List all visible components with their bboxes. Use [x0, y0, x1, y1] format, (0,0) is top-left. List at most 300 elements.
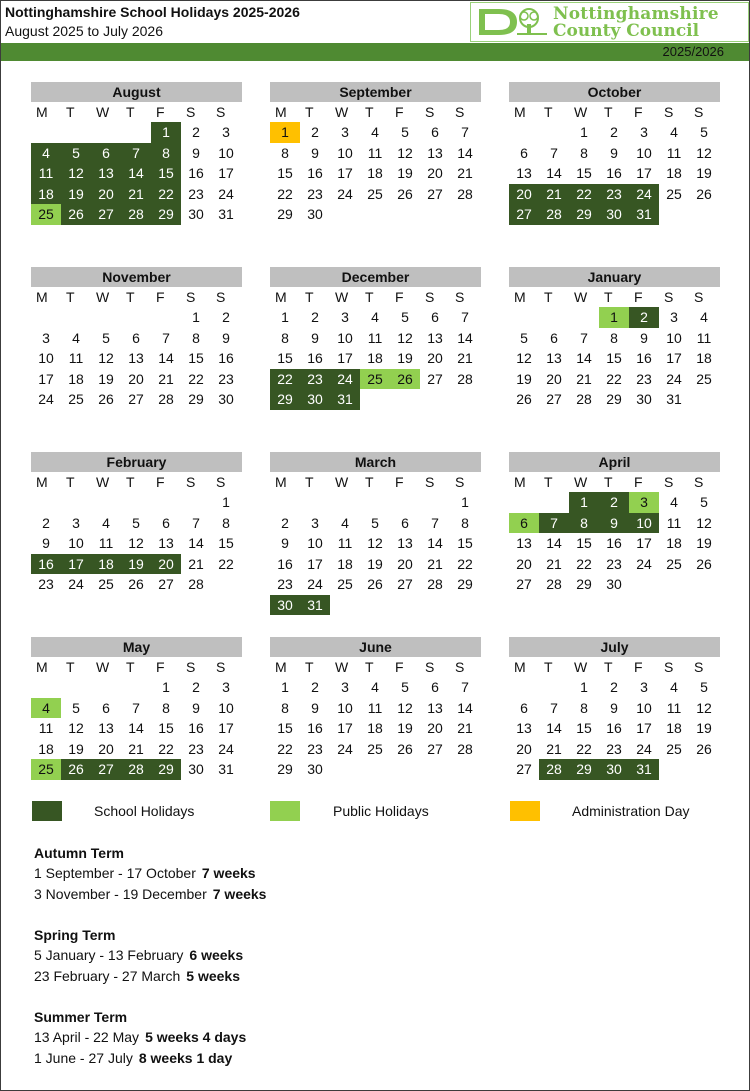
day-cell: 17: [218, 720, 234, 736]
month-name: November: [31, 267, 242, 287]
weekday-label: T: [544, 474, 553, 490]
day-cell: 5: [700, 124, 708, 140]
weekday-label: S: [455, 289, 465, 305]
day-cell: 20: [427, 350, 443, 366]
day-cell: 21: [457, 720, 473, 736]
weekday-label: S: [186, 659, 196, 675]
day-cell: 9: [311, 699, 319, 716]
day-cell: 28: [457, 185, 473, 202]
day-cell: 1: [151, 122, 181, 143]
day-cell: 27: [516, 576, 532, 592]
day-cell: 18: [367, 165, 383, 181]
day-cell: 16: [606, 165, 622, 181]
month-name: March: [270, 452, 481, 472]
weekday-label: T: [126, 104, 135, 120]
weekday-header: [31, 102, 242, 122]
day-cell: 30: [606, 576, 622, 592]
day-cell: 19: [696, 165, 712, 181]
day-cell: 15: [218, 535, 234, 551]
weekday-header: [509, 657, 720, 677]
day-cell: 26: [696, 555, 712, 572]
day-cell: 28: [158, 391, 174, 407]
day-cell: 4: [371, 309, 379, 325]
day-cell: 24: [68, 576, 84, 592]
day-cell: 14: [427, 535, 443, 551]
day-cell: 15: [606, 350, 622, 366]
day-cell: 28: [576, 391, 592, 407]
term-length: 5 weeks 4 days: [145, 1029, 247, 1045]
day-cell: 11: [98, 535, 114, 551]
day-cell: 16: [307, 720, 323, 736]
day-cell: 11: [696, 329, 712, 346]
weekday-label: T: [305, 104, 314, 120]
weekday-label: F: [156, 659, 165, 675]
day-cell: 20: [397, 555, 413, 572]
day-cell: 9: [311, 144, 319, 161]
day-cell: 26: [128, 576, 144, 592]
day-cell: 2: [311, 309, 319, 325]
day-cell: 2: [281, 514, 289, 531]
day-cell: 29: [576, 576, 592, 592]
day-cell: 6: [520, 699, 528, 716]
day-cell: 20: [516, 555, 532, 572]
day-cell: 13: [98, 720, 114, 736]
day-cell: 12: [397, 144, 413, 161]
day-cell: 30: [636, 391, 652, 407]
day-cell: 22: [277, 740, 293, 757]
weekday-label: T: [305, 474, 314, 490]
day-cell: 12: [696, 144, 712, 161]
day-cell: 2: [610, 679, 618, 695]
weekday-header: [509, 287, 720, 307]
day-cell: 25: [666, 555, 682, 572]
weekday-label: M: [36, 289, 48, 305]
day-cell: 11: [31, 163, 61, 184]
month-february: [31, 452, 242, 595]
day-cell: 5: [72, 699, 80, 716]
day-cell: 2: [629, 307, 659, 328]
day-cell: 13: [91, 163, 121, 184]
day-cell: 12: [516, 350, 532, 366]
day-cell: 6: [431, 309, 439, 325]
day-cell: 8: [192, 329, 200, 346]
day-cell: 8: [281, 329, 289, 346]
weekday-label: F: [395, 474, 404, 490]
day-cell: 25: [98, 576, 114, 592]
weekday-label: S: [186, 474, 196, 490]
day-cell: 3: [341, 679, 349, 695]
day-cell: 2: [610, 124, 618, 140]
day-cell: 7: [132, 699, 140, 716]
day-cell: 13: [546, 350, 562, 366]
legend-school-label: School Holidays: [94, 803, 195, 819]
weekday-label: T: [604, 474, 613, 490]
day-cell: 30: [218, 391, 234, 407]
weekday-header: [270, 287, 481, 307]
day-cell: 24: [38, 391, 54, 407]
day-cell: 2: [192, 124, 200, 140]
weekday-label: F: [395, 104, 404, 120]
day-cell: 10: [218, 144, 234, 161]
day-cell: 3: [670, 309, 678, 325]
weekday-header: [31, 657, 242, 677]
weekday-label: T: [66, 289, 75, 305]
day-cell: 22: [606, 370, 622, 387]
day-cell: 23: [38, 576, 54, 592]
day-cell: 19: [696, 535, 712, 551]
weekday-label: W: [574, 659, 588, 675]
day-grid: [31, 677, 242, 780]
weekday-label: S: [455, 474, 465, 490]
day-cell: 4: [72, 329, 80, 346]
day-cell: 31: [629, 204, 659, 225]
day-cell: 10: [337, 144, 353, 161]
logo-text-line1: Nottinghamshire: [553, 4, 719, 24]
month-name: February: [31, 452, 242, 472]
day-cell: 6: [520, 144, 528, 161]
academic-year: 2025/2026: [662, 44, 724, 59]
day-cell: 13: [128, 350, 144, 366]
day-cell: 21: [188, 555, 204, 572]
term-line: [34, 1050, 232, 1066]
month-april: [509, 452, 720, 595]
weekday-label: F: [156, 104, 165, 120]
day-cell: 19: [121, 554, 151, 575]
day-cell: 29: [569, 759, 599, 780]
day-cell: 27: [427, 740, 443, 757]
day-cell: 18: [696, 350, 712, 366]
weekday-label: S: [216, 104, 226, 120]
day-cell: 16: [188, 720, 204, 736]
weekday-label: T: [66, 104, 75, 120]
day-cell: 27: [516, 761, 532, 777]
day-cell: 15: [188, 350, 204, 366]
day-cell: 10: [337, 699, 353, 716]
day-cell: 20: [91, 184, 121, 205]
term-line: [34, 886, 266, 902]
day-cell: 13: [397, 535, 413, 551]
day-cell: 29: [277, 761, 293, 777]
weekday-label: S: [425, 659, 435, 675]
term-range: 5 January - 13 February: [34, 947, 184, 963]
day-cell: 7: [580, 329, 588, 346]
day-cell: 20: [128, 370, 144, 387]
day-cell: 1: [461, 494, 469, 510]
day-cell: 8: [222, 514, 230, 531]
day-cell: 25: [696, 370, 712, 387]
day-cell: 5: [520, 329, 528, 346]
day-cell: 29: [457, 576, 473, 592]
council-logo: [470, 2, 749, 42]
day-cell: 26: [367, 576, 383, 592]
weekday-label: M: [36, 474, 48, 490]
day-cell: 4: [371, 679, 379, 695]
weekday-label: S: [186, 104, 196, 120]
day-cell: 28: [121, 759, 151, 780]
day-cell: 19: [68, 740, 84, 757]
day-cell: 28: [539, 759, 569, 780]
day-cell: 6: [162, 514, 170, 531]
day-cell: 15: [457, 535, 473, 551]
term-range: 13 April - 22 May: [34, 1029, 140, 1045]
day-cell: 17: [636, 720, 652, 736]
day-cell: 16: [277, 555, 293, 572]
day-cell: 3: [341, 124, 349, 140]
day-cell: 27: [91, 204, 121, 225]
day-cell: 7: [461, 124, 469, 140]
day-cell: 21: [457, 350, 473, 366]
weekday-label: F: [634, 289, 643, 305]
weekday-label: T: [126, 289, 135, 305]
day-cell: 22: [277, 185, 293, 202]
term-range: 1 June - 27 July: [34, 1050, 133, 1066]
weekday-label: W: [574, 474, 588, 490]
day-cell: 10: [636, 699, 652, 716]
day-cell: 31: [330, 389, 360, 410]
day-grid: [270, 307, 481, 410]
day-cell: 2: [192, 679, 200, 695]
day-cell: 10: [666, 329, 682, 346]
day-cell: 25: [666, 740, 682, 757]
day-cell: 3: [629, 492, 659, 513]
day-cell: 15: [158, 720, 174, 736]
day-cell: 21: [576, 370, 592, 387]
day-cell: 18: [666, 535, 682, 551]
day-cell: 20: [546, 370, 562, 387]
day-cell: 2: [42, 514, 50, 531]
day-cell: 24: [337, 740, 353, 757]
day-cell: 29: [606, 391, 622, 407]
day-cell: 8: [610, 329, 618, 346]
term-length: 8 weeks 1 day: [138, 1050, 233, 1066]
day-cell: 22: [270, 369, 300, 390]
month-july: [509, 637, 720, 780]
day-cell: 1: [580, 124, 588, 140]
month-may: [31, 637, 242, 780]
day-cell: 3: [222, 124, 230, 140]
day-cell: 9: [192, 699, 200, 716]
term-length: 7 weeks: [201, 865, 256, 881]
day-cell: 6: [550, 329, 558, 346]
term-line: [34, 947, 243, 963]
day-cell: 9: [222, 329, 230, 346]
day-cell: 5: [61, 143, 91, 164]
day-cell: 24: [330, 369, 360, 390]
day-cell: 30: [270, 595, 300, 616]
day-cell: 14: [546, 165, 562, 181]
day-cell: 15: [576, 165, 592, 181]
weekday-header: [31, 287, 242, 307]
day-cell: 7: [550, 699, 558, 716]
day-cell: 7: [121, 143, 151, 164]
day-cell: 4: [371, 124, 379, 140]
day-cell: 9: [610, 699, 618, 716]
day-cell: 11: [367, 699, 383, 716]
weekday-label: S: [216, 659, 226, 675]
day-cell: 12: [397, 329, 413, 346]
day-cell: 11: [367, 329, 383, 346]
day-cell: 10: [636, 144, 652, 161]
day-cell: 22: [188, 370, 204, 387]
day-cell: 6: [401, 514, 409, 531]
day-cell: 9: [599, 513, 629, 534]
day-cell: 8: [580, 699, 588, 716]
day-cell: 13: [158, 535, 174, 551]
weekday-label: S: [664, 104, 674, 120]
weekday-label: M: [275, 474, 287, 490]
day-cell: 24: [636, 740, 652, 757]
day-cell: 13: [427, 329, 443, 346]
month-name: May: [31, 637, 242, 657]
day-cell: 24: [337, 185, 353, 202]
day-cell: 21: [457, 165, 473, 181]
month-name: January: [509, 267, 720, 287]
day-cell: 19: [98, 370, 114, 387]
day-cell: 21: [121, 184, 151, 205]
day-cell: 26: [61, 204, 91, 225]
day-cell: 28: [121, 204, 151, 225]
day-cell: 10: [218, 699, 234, 716]
day-cell: 7: [192, 514, 200, 531]
day-cell: 25: [337, 576, 353, 592]
term-range: 3 November - 19 December: [34, 886, 207, 902]
weekday-label: S: [664, 289, 674, 305]
day-cell: 14: [188, 535, 204, 551]
term-length: 7 weeks: [212, 886, 267, 902]
month-june: [270, 637, 481, 780]
term-range: 1 September - 17 October: [34, 865, 196, 881]
day-cell: 30: [300, 389, 330, 410]
day-cell: 24: [307, 576, 323, 592]
day-cell: 5: [700, 494, 708, 510]
day-cell: 24: [666, 370, 682, 387]
weekday-label: S: [664, 659, 674, 675]
day-grid: [509, 677, 720, 780]
day-cell: 10: [38, 350, 54, 366]
weekday-label: T: [604, 104, 613, 120]
day-cell: 31: [629, 759, 659, 780]
day-cell: 26: [696, 185, 712, 202]
day-cell: 14: [457, 699, 473, 716]
day-cell: 3: [341, 309, 349, 325]
day-cell: 3: [640, 124, 648, 140]
day-cell: 28: [546, 576, 562, 592]
day-cell: 18: [666, 720, 682, 736]
day-cell: 24: [218, 185, 234, 202]
weekday-header: [509, 102, 720, 122]
day-cell: 14: [158, 350, 174, 366]
day-cell: 6: [509, 513, 539, 534]
weekday-label: W: [574, 104, 588, 120]
weekday-label: F: [395, 289, 404, 305]
day-cell: 1: [569, 492, 599, 513]
day-cell: 26: [696, 740, 712, 757]
day-cell: 19: [397, 350, 413, 366]
day-cell: 4: [341, 514, 349, 531]
weekday-label: M: [36, 659, 48, 675]
tree-logo-icon: [477, 6, 549, 38]
day-cell: 9: [311, 329, 319, 346]
month-name: December: [270, 267, 481, 287]
day-cell: 20: [98, 740, 114, 757]
day-cell: 14: [576, 350, 592, 366]
day-cell: 17: [38, 370, 54, 387]
day-cell: 31: [218, 761, 234, 777]
weekday-label: F: [634, 659, 643, 675]
day-cell: 5: [700, 679, 708, 695]
day-cell: 8: [569, 513, 599, 534]
day-cell: 18: [91, 554, 121, 575]
term-range: 23 February - 27 March: [34, 968, 181, 984]
day-cell: 10: [337, 329, 353, 346]
day-cell: 19: [516, 370, 532, 387]
weekday-label: M: [514, 104, 526, 120]
day-cell: 30: [599, 759, 629, 780]
day-cell: 7: [550, 144, 558, 161]
day-cell: 17: [307, 555, 323, 572]
day-cell: 20: [427, 720, 443, 736]
day-cell: 4: [670, 494, 678, 510]
day-cell: 26: [390, 369, 420, 390]
day-cell: 11: [367, 144, 383, 161]
weekday-label: T: [126, 474, 135, 490]
weekday-header: [270, 102, 481, 122]
day-cell: 9: [281, 535, 289, 551]
weekday-label: T: [66, 659, 75, 675]
day-cell: 12: [367, 535, 383, 551]
day-cell: 14: [121, 163, 151, 184]
term-line: [34, 1029, 246, 1045]
day-cell: 23: [307, 740, 323, 757]
day-cell: 25: [666, 185, 682, 202]
term-length: 5 weeks: [186, 968, 241, 984]
day-cell: 2: [222, 309, 230, 325]
day-cell: 11: [666, 699, 682, 716]
day-cell: 11: [337, 535, 353, 551]
weekday-label: F: [156, 289, 165, 305]
day-cell: 18: [367, 720, 383, 736]
day-cell: 15: [277, 720, 293, 736]
weekday-label: T: [365, 289, 374, 305]
day-cell: 15: [576, 720, 592, 736]
month-name: August: [31, 82, 242, 102]
day-cell: 29: [569, 204, 599, 225]
day-cell: 1: [281, 679, 289, 695]
weekday-label: T: [365, 659, 374, 675]
day-cell: 29: [277, 206, 293, 222]
day-cell: 18: [367, 350, 383, 366]
day-cell: 8: [281, 699, 289, 716]
month-name: April: [509, 452, 720, 472]
day-cell: 12: [397, 699, 413, 716]
weekday-label: S: [425, 104, 435, 120]
weekday-label: S: [694, 289, 704, 305]
weekday-label: T: [544, 659, 553, 675]
day-cell: 17: [337, 720, 353, 736]
term-heading: Summer Term: [34, 1009, 128, 1025]
day-cell: 27: [91, 759, 121, 780]
day-cell: 24: [636, 555, 652, 572]
day-cell: 19: [696, 720, 712, 736]
day-cell: 21: [539, 184, 569, 205]
day-cell: 12: [98, 350, 114, 366]
day-cell: 25: [31, 759, 61, 780]
day-cell: 8: [151, 143, 181, 164]
day-cell: 20: [509, 184, 539, 205]
day-cell: 22: [569, 184, 599, 205]
day-cell: 26: [397, 740, 413, 757]
weekday-label: F: [395, 659, 404, 675]
